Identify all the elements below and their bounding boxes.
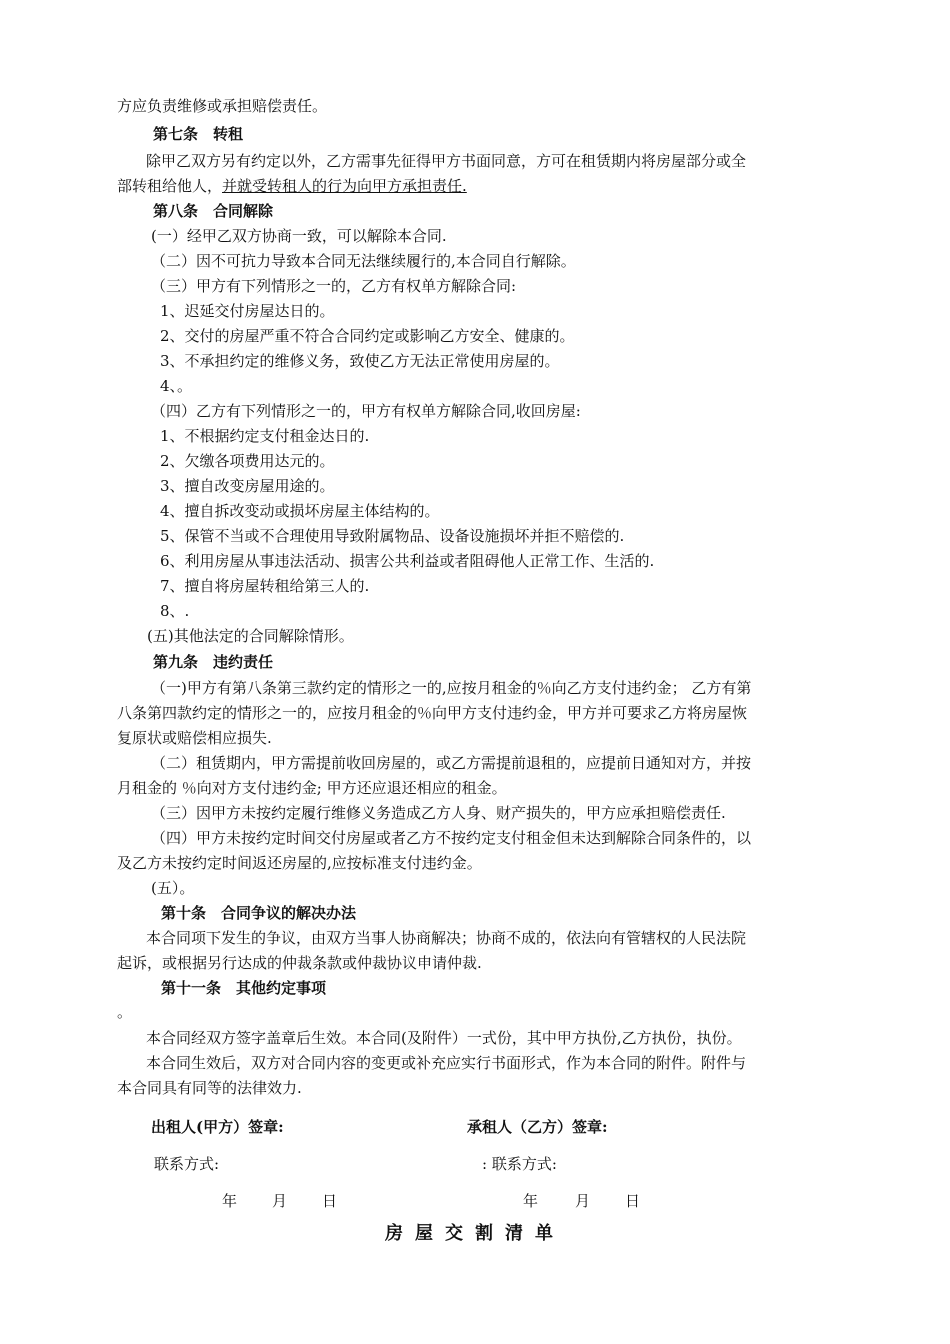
text-line: (一）经甲乙双方协商一致，可以解除本合同. <box>151 227 447 245</box>
text-line: （四）甲方未按约定时间交付房屋或者乙方不按约定支付租金但未达到解除合同条件的，以 <box>151 829 752 847</box>
list-item: 8、. <box>160 602 190 620</box>
underlined-text: 并就受转租人的行为向甲方承担责任. <box>222 177 467 195</box>
list-item: 3、擅自改变房屋用途的。 <box>160 477 335 495</box>
text-line: 方应负责维修或承担赔偿责任。 <box>117 97 328 115</box>
article-8-heading: 第八条 合同解除 <box>153 202 274 220</box>
text-line: 除甲乙双方另有约定以外，乙方需事先征得甲方书面同意，方可在租赁期内将房屋部分或全 <box>146 152 747 170</box>
text-line: 本合同具有同等的法律效力. <box>117 1079 302 1097</box>
article-7-heading: 第七条 转租 <box>153 125 244 143</box>
text-segment: 部转租给他人， <box>117 177 223 195</box>
article-10-heading: 第十条 合同争议的解决办法 <box>161 904 357 922</box>
list-item: 4、。 <box>160 377 193 395</box>
text-line: 月租金的 ％向对方支付违约金; 甲方还应退还相应的租金。 <box>117 779 507 797</box>
list-item: 5、保管不当或不合理使用导致附属物品、设备设施损坏并拒不赔偿的. <box>160 527 625 545</box>
lessor-date-month: 月 <box>272 1192 288 1210</box>
text-line: 复原状或赔偿相应损失. <box>117 729 272 747</box>
text-line: 本合同生效后，双方对合同内容的变更或补充应实行书面形式，作为本合同的附件。附件与 <box>146 1054 747 1072</box>
text-line: (五）。 <box>151 879 195 897</box>
text-line: 八条第四款约定的情形之一的，应按月租金的％向甲方支付违约金，甲方并可要求乙方将房屋恢 <box>117 704 748 722</box>
lessor-date-year: 年 <box>222 1192 238 1210</box>
text-line: （二）租赁期内，甲方需提前收回房屋的，或乙方需提前退租的，应提前日通知对方，并按 <box>151 754 752 772</box>
list-item: 3、不承担约定的维修义务，致使乙方无法正常使用房屋的。 <box>160 352 560 370</box>
text-line: （一)甲方有第八条第三款约定的情形之一的,应按月租金的％向乙方支付违约金； 乙方有第 <box>151 679 752 697</box>
text-line: 本合同项下发生的争议，由双方当事人协商解决；协商不成的，依法向有管辖权的人民法院 <box>146 929 747 947</box>
list-item: 2、交付的房屋严重不符合合同约定或影响乙方安全、健康的。 <box>160 327 575 345</box>
text-line: 。 <box>117 1003 133 1021</box>
lessor-contact-label: 联系方式: <box>154 1155 220 1173</box>
text-line: （三）因甲方未按约定履行维修义务造成乙方人身、财产损失的，甲方应承担赔偿责任. <box>151 804 726 822</box>
list-item: 4、擅自拆改变动或损坏房屋主体结构的。 <box>160 502 440 520</box>
article-11-heading: 第十一条 其他约定事项 <box>161 979 327 997</box>
text-line: 本合同经双方签字盖章后生效。本合同(及附件）一式份，其中甲方执份,乙方执份，执份。 <box>146 1029 742 1047</box>
text-line: （三）甲方有下列情形之一的，乙方有权单方解除合同: <box>151 277 517 295</box>
lessee-date-day: 日 <box>625 1192 641 1210</box>
text-line <box>117 176 467 196</box>
lessee-signature-label: 承租人（乙方）签章: <box>467 1118 608 1136</box>
lessee-date-year: 年 <box>523 1192 539 1210</box>
text-line: (五)其他法定的合同解除情形。 <box>147 627 354 645</box>
lessee-date-month: 月 <box>575 1192 591 1210</box>
text-line: （二）因不可抗力导致本合同无法继续履行的,本合同自行解除。 <box>151 252 576 270</box>
lessor-date-day: 日 <box>322 1192 338 1210</box>
article-9-heading: 第九条 违约责任 <box>153 653 274 671</box>
list-item: 1、迟延交付房屋达日的。 <box>160 302 335 320</box>
text-line: 及乙方未按约定时间返还房屋的,应按标准支付违约金。 <box>117 854 482 872</box>
list-item: 1、不根据约定支付租金达日的. <box>160 427 370 445</box>
list-item: 2、欠缴各项费用达元的。 <box>160 452 335 470</box>
list-item: 7、擅自将房屋转租给第三人的. <box>160 577 370 595</box>
list-item: 6、利用房屋从事违法活动、损害公共利益或者阻碍他人正常工作、生活的. <box>160 552 655 570</box>
lessee-contact-label: : 联系方式: <box>482 1155 557 1173</box>
text-line: 起诉，或根据另行达成的仲裁条款或仲裁协议申请仲裁. <box>117 954 482 972</box>
lessor-signature-label: 出租人(甲方）签章: <box>151 1118 284 1136</box>
text-line: （四）乙方有下列情形之一的，甲方有权单方解除合同,收回房屋: <box>151 402 581 420</box>
handover-list-title: 房屋交割清单 <box>385 1223 565 1244</box>
